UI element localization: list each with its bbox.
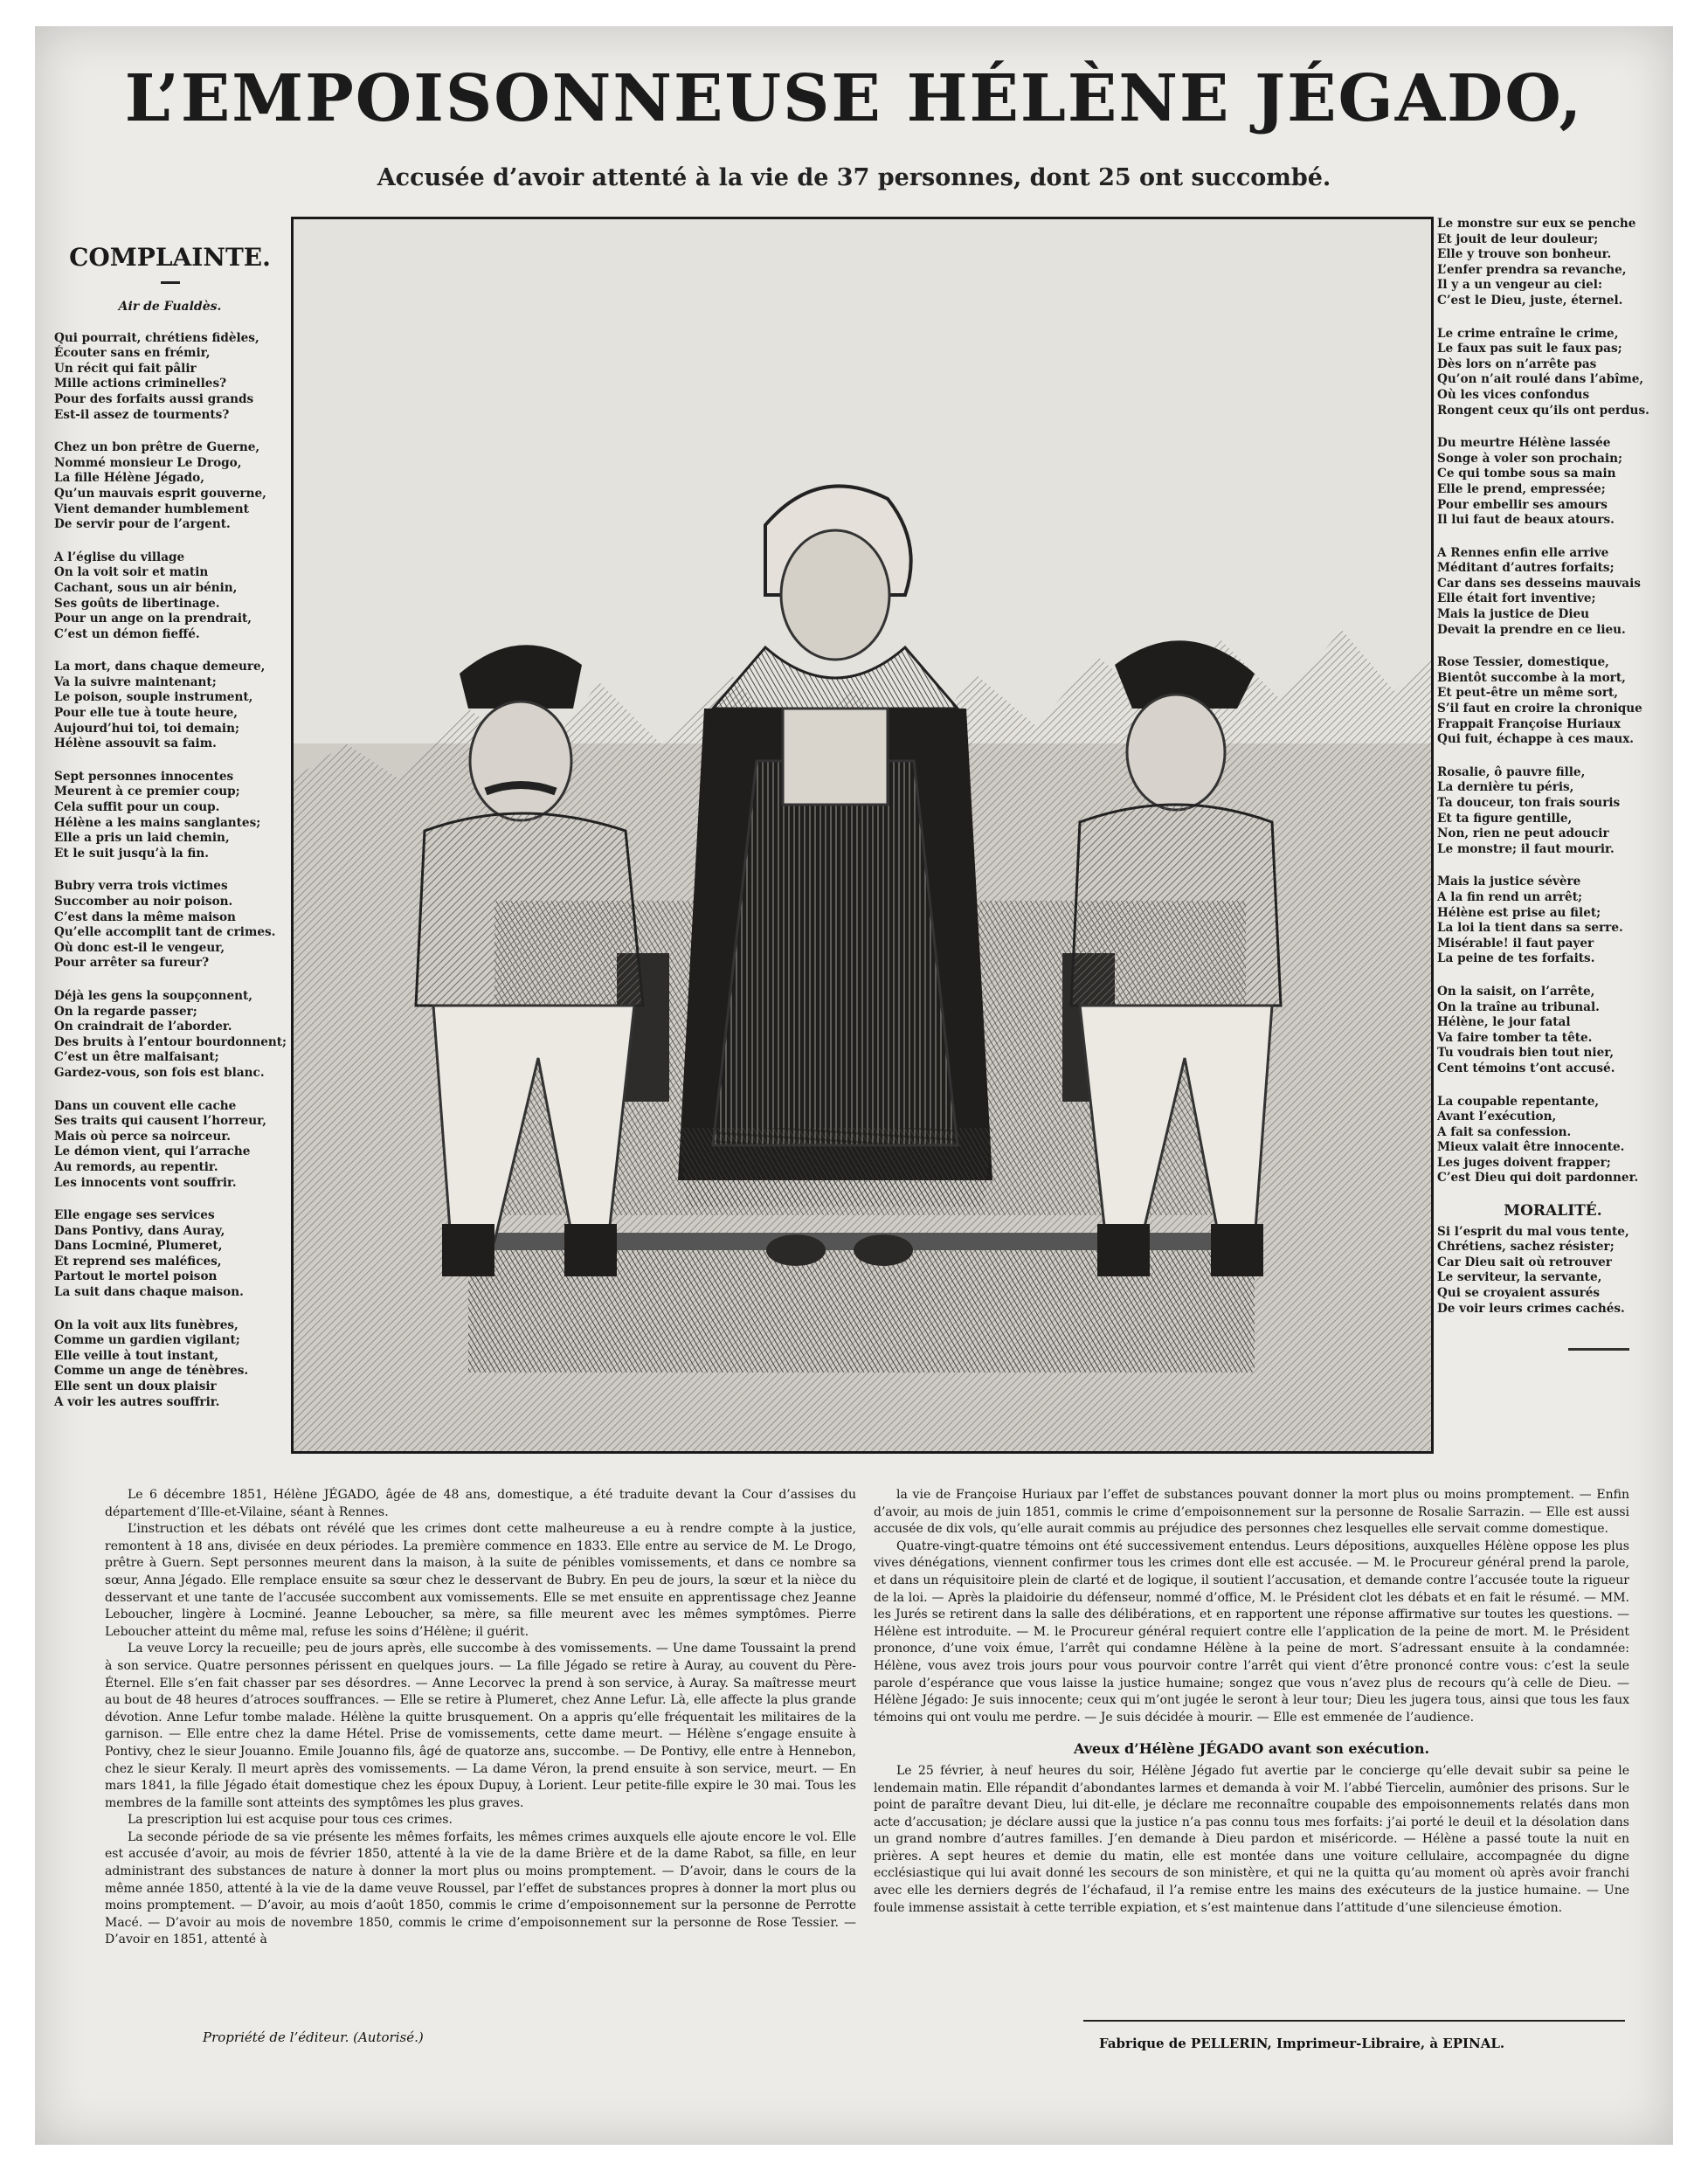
verse-line: Non, rien ne peut adoucir bbox=[1437, 826, 1609, 841]
verse-line: Pour un ange on la prendrait, bbox=[54, 612, 252, 626]
verse-line: La dernière tu péris, bbox=[1437, 780, 1574, 795]
verse-line: Frappait Françoise Huriaux bbox=[1437, 716, 1622, 731]
stanza bbox=[54, 1099, 286, 1192]
verse-line: Elle engage ses services bbox=[54, 1208, 215, 1223]
verse-line: Les juges doivent frapper; bbox=[1437, 1155, 1611, 1170]
stanza bbox=[1437, 655, 1669, 748]
aveux-title: Aveux d’Hélène JÉGADO avant son exécution. bbox=[1073, 1740, 1430, 1758]
verse-line: Pour elle tue à toute heure, bbox=[54, 706, 238, 721]
verse-line: Elle veille à tout instant, bbox=[54, 1348, 218, 1363]
verse-line: Il y a un vengeur au ciel: bbox=[1437, 278, 1602, 293]
verse-line: Un récit qui fait pâlir bbox=[54, 361, 197, 376]
verse-line: Mais la justice de Dieu bbox=[1437, 607, 1590, 622]
verse-line: Écouter sans en frémir, bbox=[54, 346, 211, 361]
verse-line: Où les vices confondus bbox=[1437, 387, 1590, 402]
verse-line: Vient demander humblement bbox=[54, 501, 249, 516]
verse-line: Devait la prendre en ce lieu. bbox=[1437, 622, 1626, 637]
verse-line: Elle était fort inventive; bbox=[1437, 591, 1596, 606]
moralite-title: MORALITÉ. bbox=[1504, 1202, 1602, 1220]
verse-line: De voir leurs crimes cachés. bbox=[1437, 1301, 1625, 1316]
verse-line: Et ta figure gentille, bbox=[1437, 811, 1573, 826]
verse-line: Hélène assouvit sa faim. bbox=[54, 736, 217, 751]
stanza bbox=[54, 879, 286, 971]
verse-line: Méditant d’autres forfaits; bbox=[1437, 561, 1615, 576]
verse-line: Qui se croyaient assurés bbox=[1437, 1286, 1601, 1301]
verse-line: Bubry verra trois victimes bbox=[54, 879, 228, 894]
verse-line: S’il faut en croire la chronique bbox=[1437, 702, 1642, 716]
verse-line: Et peut-être un même sort, bbox=[1437, 686, 1618, 701]
verse-line: Mieux valait être innocente. bbox=[1437, 1140, 1625, 1155]
verse-line: Elle sent un doux plaisir bbox=[54, 1379, 217, 1394]
propriete-note: Propriété de l’éditeur. (Autorisé.) bbox=[203, 2029, 424, 2045]
moralite-stanza bbox=[1437, 1225, 1669, 1317]
verse-line: Rosalie, ô pauvre fille, bbox=[1437, 764, 1586, 779]
stanza bbox=[54, 660, 286, 752]
verse-line: Va faire tomber ta tête. bbox=[1437, 1030, 1593, 1045]
narrative-paragraph: Le 6 décembre 1851, Hélène JÉGADO, âgée de 48 ans, domestique, a été traduite devant la Cour d’assises du département d’Ille-et-Vilaine, séant à Rennes. bbox=[105, 1488, 856, 1519]
verse-line: La peine de tes forfaits. bbox=[1437, 951, 1595, 966]
verse-line: Le monstre sur eux se penche bbox=[1437, 217, 1636, 231]
verse-line: Qu’un mauvais esprit gouverne, bbox=[54, 486, 266, 501]
complainte-title: COMPLAINTE. bbox=[69, 243, 271, 272]
verse-line: Car dans ses desseins mauvais bbox=[1437, 576, 1641, 591]
verse-line: La coupable repentante, bbox=[1437, 1094, 1600, 1109]
verse-line: Qui fuit, échappe à ces maux. bbox=[1437, 732, 1635, 747]
verse-line: Aujourd’hui toi, toi demain; bbox=[54, 721, 239, 736]
verse-line: La mort, dans chaque demeure, bbox=[54, 660, 266, 674]
verse-line: Ce qui tombe sous sa main bbox=[1437, 467, 1616, 481]
narrative-paragraph: la vie de Françoise Huriaux par l’effet de substances pouvant donner la mort plus ou moins promptement. — Enfin d’avoir, au mois de juin 1851, commis le crime d’empoisonnement sur la personne de Rosalie Sarrazin. — Elle est aussi accusée de dix vols, qu’elle aurait commis au préjudice des personnes chez lesquelles elle servait comme domestique. bbox=[874, 1488, 1629, 1537]
verse-line: Hélène est prise au filet; bbox=[1437, 905, 1601, 920]
narrative-paragraph: Quatre-vingt-quatre témoins ont été successivement entendus. Leurs dépositions, auxquelles Hélène oppose les plus vives dénégations, viennent confirmer tous les crimes dont elle est accusée. — M. le Procureur général prend la parole, et dans un réquisitoire plein de clarté et de logique, il soutient l’accusation, et demande contre l’accusée toute la rigueur de la loi. — Après la plaidoirie du défenseur, nommé d’office, M. le Président clot les débats et en fait le résumé. — MM. les Jurés se retirent dans la salle des délibérations, et en rapportent une réponse affirmative sur toutes les questions. — Hélène est introduite. — M. le Procureur général requiert contre elle l’application de la peine de mort. M. le Président prononce, d’une voix émue, l’arrêt qui condamne Hélène à la peine de mort. S’adressant ensuite à la condamnée: Hélène, vous avez trois jours pour vous pourvoir contre l’arrêt qui vient d’être prononcé contre vous: c’est la seule parole d’espérance que vous laisse la justice humaine; songez que vous n’avez plus de recours qu’à celle de Dieu. — Hélène Jégado: Je suis innocente; ceux qui m’ont jugée le seront à leur tour; Dieu les jugera tous, ainsi que tous les faux témoins qui ont voulu me perdre. — Je suis décidée à mourir. — Elle est emmenée de l’audience. bbox=[874, 1538, 1629, 1725]
verse-line: A l’église du village bbox=[54, 550, 185, 564]
verse-line: Le poison, souple instrument, bbox=[54, 690, 253, 705]
stanza bbox=[1437, 985, 1669, 1077]
verse-line: Cela suffit pour un coup. bbox=[54, 800, 220, 815]
verse-line: C’est le Dieu, juste, éternel. bbox=[1437, 293, 1623, 308]
verse-line: Dans un couvent elle cache bbox=[54, 1098, 237, 1113]
verse-line: Qui pourrait, chrétiens fidèles, bbox=[54, 330, 259, 345]
verse-line: Nommé monsieur Le Drogo, bbox=[54, 455, 242, 470]
air-label: Air de Fualdès. bbox=[118, 300, 222, 314]
verse-line: Ses traits qui causent l’horreur, bbox=[54, 1114, 266, 1129]
verse-line: Dans Locminé, Plumeret, bbox=[54, 1239, 223, 1254]
verse-line: Mais la justice sévère bbox=[1437, 875, 1581, 889]
verse-line: Misérable! il faut payer bbox=[1437, 936, 1594, 951]
verse-line: C’est un démon fieffé. bbox=[54, 626, 200, 641]
verse-line: Mais où perce sa noirceur. bbox=[54, 1129, 231, 1144]
stanza bbox=[54, 550, 286, 643]
broadsheet bbox=[35, 26, 1673, 2145]
narrative-left bbox=[105, 1487, 856, 1949]
verse-line: Le monstre; il faut mourir. bbox=[1437, 841, 1615, 856]
verse-line: On la voit soir et matin bbox=[54, 565, 209, 580]
verse-line: On la regarde passer; bbox=[54, 1004, 197, 1019]
helene-jegado-figure bbox=[678, 486, 992, 1266]
verse-line: Car Dieu sait où retrouver bbox=[1437, 1255, 1612, 1269]
verse-line: Ta douceur, ton frais souris bbox=[1437, 796, 1621, 810]
stanza bbox=[1437, 875, 1669, 967]
verse-line: On la traîne au tribunal. bbox=[1437, 999, 1600, 1014]
verse-line: Au remords, au repentir. bbox=[54, 1159, 218, 1174]
verse-line: A fait sa confession. bbox=[1437, 1124, 1572, 1139]
verse-line: A voir les autres souffrir. bbox=[54, 1394, 220, 1409]
verse-line: Elle a pris un laid chemin, bbox=[54, 831, 230, 846]
stanza bbox=[54, 1318, 286, 1411]
narrative-paragraph: La prescription lui est acquise pour tous ces crimes. bbox=[128, 1813, 453, 1828]
footer-rule bbox=[1083, 2020, 1625, 2022]
verse-line: Et reprend ses maléfices, bbox=[54, 1254, 222, 1269]
verse-line: On la saisit, on l’arrête, bbox=[1437, 984, 1595, 999]
verse-line: A la fin rend un arrêt; bbox=[1437, 889, 1582, 904]
verse-line: Pour embellir ses amours bbox=[1437, 497, 1608, 512]
verse-line: La fille Hélène Jégado, bbox=[54, 471, 204, 486]
verse-line: On la voit aux lits funèbres, bbox=[54, 1317, 239, 1332]
verse-line: Hélène, le jour fatal bbox=[1437, 1015, 1571, 1030]
verse-line: Dans Pontivy, dans Auray, bbox=[54, 1223, 225, 1238]
stanza bbox=[54, 331, 286, 424]
verse-line: La suit dans chaque maison. bbox=[54, 1285, 244, 1300]
verse-line: Pour arrêter sa fureur? bbox=[54, 956, 210, 971]
verse-line: Chez un bon prêtre de Guerne, bbox=[54, 440, 260, 455]
verse-line: A Rennes enfin elle arrive bbox=[1437, 545, 1609, 560]
verse-line: Et jouit de leur douleur; bbox=[1437, 232, 1599, 246]
narrative-paragraph: L’instruction et les débats ont révélé que les crimes dont cette malheureuse a eu à rendre compte à la justice, remontent à 18 ans, divisée en deux périodes. La première commence en 1833. Elle entre au service de M. Le Drogo, prêtre à Guern. Sept personnes meurent dans la maison, à la suite de pénibles vomissements, et dans ce nombre sa sœur, Anna Jégado. Elle remplace ensuite sa sœur chez le desservant de Bubry. En peu de jours, la sœur et la nièce du desservant et une tante de l’accusée succombent aux vomissements. Elle se met ensuite en apprentissage chez Jeanne Leboucher, lingère à Locminé. Jeanne Leboucher, sa mère, sa fille meurent avec les mêmes symptômes. Pierre Leboucher atteint du même mal, refuse les soins d’Hélène; il guérit. bbox=[105, 1522, 856, 1639]
verse-line: Gardez-vous, son fois est blanc. bbox=[54, 1065, 265, 1080]
end-divider bbox=[1568, 1348, 1629, 1351]
verse-line: Les innocents vont souffrir. bbox=[54, 1175, 237, 1190]
verse-line: C’est dans la même maison bbox=[54, 909, 236, 924]
page-subtitle: Accusée d’avoir attenté à la vie de 37 personnes, dont 25 ont succombé. bbox=[377, 164, 1331, 191]
verse-line: Ses goûts de libertinage. bbox=[54, 596, 220, 611]
verse-line: Qu’on n’ait roulé dans l’abîme, bbox=[1437, 372, 1644, 387]
verse-line: Où donc est-il le vengeur, bbox=[54, 940, 225, 955]
verse-line: Le faux pas suit le faux pas; bbox=[1437, 342, 1622, 356]
verse-line: Cent témoins t’ont accusé. bbox=[1437, 1061, 1615, 1075]
verse-line: Déjà les gens la soupçonnent, bbox=[54, 988, 252, 1003]
verse-line: Chrétiens, sachez résister; bbox=[1437, 1240, 1615, 1255]
verse-line: Du meurtre Hélène lassée bbox=[1437, 436, 1611, 451]
verse-line: Comme un gardien vigilant; bbox=[54, 1333, 240, 1348]
verse-line: Hélène a les mains sanglantes; bbox=[54, 815, 261, 830]
verse-line: Des bruits à l’entour bourdonnent; bbox=[54, 1034, 287, 1049]
printer-imprint: Fabrique de PELLERIN, Imprimeur-Libraire, à EPINAL. bbox=[1099, 2036, 1505, 2051]
verse-line: On craindrait de l’aborder. bbox=[54, 1020, 232, 1034]
verse-line: Qu’elle accomplit tant de crimes. bbox=[54, 925, 276, 940]
stanza-list-left bbox=[54, 331, 286, 1411]
stanza bbox=[54, 440, 286, 533]
stanza bbox=[1437, 327, 1669, 419]
title-divider bbox=[161, 281, 180, 284]
stanza-list-right bbox=[1437, 217, 1669, 1186]
verse-line: Le crime entraîne le crime, bbox=[1437, 326, 1619, 341]
verse-line: C’est Dieu qui doit pardonner. bbox=[1437, 1171, 1639, 1186]
stanza bbox=[1437, 765, 1669, 858]
verse-line: Bientôt succombe à la mort, bbox=[1437, 670, 1626, 685]
verse-line: Comme un ange de ténèbres. bbox=[54, 1364, 249, 1379]
verse-line: Et le suit jusqu’à la fin. bbox=[54, 846, 209, 861]
verse-line: Succomber au noir poison. bbox=[54, 895, 233, 909]
verse-line: De servir pour de l’argent. bbox=[54, 517, 231, 532]
verse-line: Tu voudrais bien tout nier, bbox=[1437, 1046, 1615, 1061]
verse-line: Cachant, sous un air bénin, bbox=[54, 580, 238, 595]
verse-line: Elle y trouve son bonheur. bbox=[1437, 247, 1612, 262]
stanza bbox=[54, 770, 286, 862]
verse-line: Dès lors on n’arrête pas bbox=[1437, 356, 1597, 371]
verse-line: Est-il assez de tourments? bbox=[54, 407, 230, 422]
verse-line: C’est un être malfaisant; bbox=[54, 1050, 219, 1065]
verse-line: Pour des forfaits aussi grands bbox=[54, 391, 254, 406]
narrative-right-paragraphs bbox=[874, 1487, 1629, 1726]
verse-line: Le démon vient, qui l’arrache bbox=[54, 1144, 251, 1159]
verse-line: Elle le prend, empressée; bbox=[1437, 481, 1606, 496]
verse-line: Rose Tessier, domestique, bbox=[1437, 655, 1609, 670]
verse-line: Le serviteur, la servante, bbox=[1437, 1270, 1602, 1285]
verse-line: Mille actions criminelles? bbox=[54, 377, 227, 391]
verse-line: Si l’esprit du mal vous tente, bbox=[1437, 1224, 1629, 1239]
page-title: L’EMPOISONNEUSE HÉLÈNE JÉGADO, bbox=[124, 61, 1584, 136]
verse-line: L’enfer prendra sa revanche, bbox=[1437, 262, 1627, 277]
verse-line: Meurent à ce premier coup; bbox=[54, 785, 240, 799]
narrative-paragraph: La veuve Lorcy la recueille; peu de jours après, elle succombe à des vomissements. — Une dame Toussaint la prend à son service. Quatre personnes périssent en quelques jours. — La fille Jégado se retire à Auray, au couvent du Père-Éternel. Elle s’en fait chasser par ses désordres. — Anne Lecorvec la prend à son service, à Auray. Sa maîtresse meurt au bout de 48 heures d’atroces souffrances. — Elle se retire à Plumeret, chez Anne Lefur. Là, elle affecte la plus grande dévotion. Anne Lefur tombe malade. Hélène la quitte brusquement. On a appris qu’elle fréquentait les militaires de la garnison. — Elle entre chez la dame Hétel. Prise de vomissements, cette dame meurt. — Hélène s’engage ensuite à Pontivy, chez le sieur Jouanno. Emile Jouanno fils, âgé de quatorze ans, succombe. — De Pontivy, elle entre à Hennebon, chez le sieur Keraly. Il meurt après des vomissements. — La dame Véron, la prend ensuite à son service, meurt. — En mars 1841, la fille Jégado était domestique chez les époux Dupuy, à Lorient. Leur petite-fille expire le 30 mai. Tous les membres de la famille sont atteints des symptômes les plus graves. bbox=[105, 1642, 856, 1810]
verse-line: Sept personnes innocentes bbox=[54, 769, 234, 784]
stanza bbox=[1437, 217, 1669, 309]
narrative-right bbox=[874, 1487, 1629, 1917]
complainte-right-column bbox=[1437, 217, 1669, 1351]
stanza bbox=[1437, 1095, 1669, 1187]
verse-line: La loi la tient dans sa serre. bbox=[1437, 921, 1623, 936]
stanza bbox=[54, 1208, 286, 1301]
complainte-left-column bbox=[54, 236, 286, 1428]
verse-line: Rongent ceux qu’ils ont perdus. bbox=[1437, 403, 1649, 418]
stanza bbox=[1437, 436, 1669, 529]
verse-line: Songe à voler son prochain; bbox=[1437, 451, 1622, 466]
stanza bbox=[1437, 546, 1669, 639]
narrative-paragraph: La seconde période de sa vie présente les mêmes forfaits, les mêmes crimes auxquels elle ajoute encore le vol. Elle est accusée d’avoir, au mois de février 1850, attenté à la vie de la dame Brière et de la dame Rabot, sa fille, en leur administrant des substances de nature à donner la mort plus ou moins promptement. — D’avoir, dans le cours de la même année 1850, attenté à la vie de la dame veuve Roussel, par l’effet de substances propres à donner la mort plus ou moins promptement. — D’avoir, au mois d’août 1850, commis le crime d’empoisonnement sur la personne de Perrotte Macé. — D’avoir au mois de novembre 1850, commis le crime d’empoisonnement sur la personne de Rose Tessier. — D’avoir en 1851, attenté à bbox=[105, 1829, 856, 1947]
stanza bbox=[54, 989, 286, 1082]
verse-line: Partout le mortel poison bbox=[54, 1269, 218, 1284]
aveux-text: Le 25 février, à neuf heures du soir, Hélène Jégado fut avertie par le concierge qu’elle devait subir sa peine le lendemain matin. Elle répandit d’abondantes larmes et demanda à voir M. l’abbé Tiercelin, aumônier des prisons. Sur le point de paraître devant Dieu, lui dit-elle, je déclare me reconnaître coupable des empoisonnements relatés dans mon acte d’accusation; je déclare aussi que la justice n’a pas connu tous mes forfaits: j’ai porté le deuil et la désolation dans un grand nombre d’autres familles. J’en demande à Dieu pardon et miséricorde. — Hélène a passé toute la nuit en prières. A sept heures et demie du matin, elle est montée dans une voiture cellulaire, accompagnée du digne ecclésiastique qui lui avait donné les secours de son ministère, et qui ne la quitta qu’au moment où après avoir franchi avec elle les derniers degrés de l’échafaud, il l’a remise entre les mains des exécuteurs de la justice humaine. — Une foule immense assistait à cette terrible expiation, et s’est maintenue dans l’attitude d’une silencieuse émotion. bbox=[874, 1763, 1629, 1915]
verse-line: Il lui faut de beaux atours. bbox=[1437, 513, 1615, 528]
engraving-frame bbox=[291, 217, 1434, 1454]
engraving-illustration bbox=[294, 219, 1431, 1451]
verse-line: Va la suivre maintenant; bbox=[54, 674, 217, 689]
verse-line: Avant l’exécution, bbox=[1437, 1110, 1557, 1124]
